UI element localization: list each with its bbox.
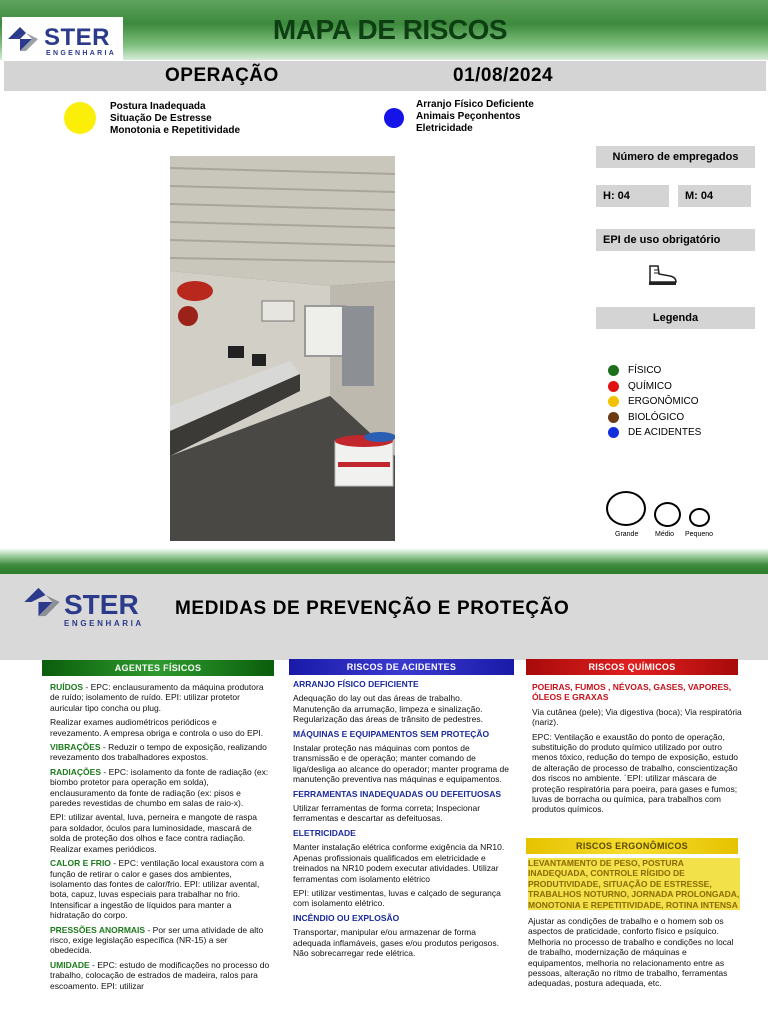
ergonomic-risks-header: RISCOS ERGONÔMICOS [526, 838, 738, 854]
size-small-circle [689, 508, 710, 527]
separator-band [0, 548, 768, 574]
physical-agents-header: AGENTES FÍSICOS [42, 660, 274, 676]
ergonomic-risk-list [110, 101, 240, 137]
legend-dot [608, 396, 619, 407]
legend-item: DE ACIDENTES [608, 425, 701, 441]
risk-item: Arranjo Físico Deficiente [416, 99, 534, 110]
page-title: MAPA DE RISCOS [272, 14, 508, 45]
risk-item: Situação De Estresse [110, 113, 212, 124]
chemical-risks-text: POEIRAS, FUMOS , NÉVOAS, GASES, VAPORES, ÓLEOS E GRAXAS Via cutânea (pele); Via digestiva (boca); Via respiratória (nariz). EPC: Ventilação e exaustão do ponto de operação, substituição do produto químico utilizado por outro menos tóxico, redução do tempo de exposição, estudo de alteração de processo de trabalho, conscientização dos riscos no ambiente. ´EPI: utilizar máscara de proteção respiratória para poeira, para gases e fumos; luvas de borracha ou química, para trabalhos com produtos químicos. [532, 682, 742, 815]
legend-item: QUÍMICO [608, 379, 701, 395]
men-count: H: 04 [596, 185, 669, 207]
size-medium-circle [654, 502, 681, 527]
logo-name: STER [44, 24, 111, 51]
risk-item: Eletricidade [416, 123, 473, 134]
size-label: Médio [655, 531, 675, 538]
legend-dot [608, 365, 619, 376]
blue-risk-dot [384, 108, 404, 128]
ergonomic-risks-text: LEVANTAMENTO DE PESO, POSTURA INADEQUADA, CONTROLE RÍGIDO DE PRODUTIVIDADE, SITUAÇÃO DE ESTRESSE, TRABALHOS NOTURNO, JORNADA PROLONGADA, MONOTONIA E REPETITIVIDADE, ROTINA INTENSA Ajustar as condições de trabalho e o homem sob os aspectos de praticidade, conforto físico e psíquico. Melhoria no processo de trabalho e condições no local de trabalho, modernização de máquinas e equipamentos, melhoria no relacionamento entre as pessoas, alteração no ritmo de trabalho, ferramentas adequadas, postura adequada, etc. [528, 858, 740, 989]
legend-title: Legenda [596, 307, 755, 329]
chemical-risks-header: RISCOS QUÍMICOS [526, 659, 738, 675]
accident-risk-list [416, 99, 534, 135]
legend-dot [608, 381, 619, 392]
epi-title: EPI de uso obrigatório [596, 229, 755, 251]
safety-boot-icon [646, 262, 678, 286]
logo-name: STER [64, 589, 139, 620]
logo-subtitle: ENGENHARIA [46, 50, 117, 57]
operation-date: 01/08/2024 [453, 65, 554, 86]
women-count: M: 04 [678, 185, 751, 207]
risk-item: Animais Peçonhentos [416, 111, 521, 122]
size-label: Grande [615, 531, 639, 538]
legend-item: FÍSICO [608, 363, 701, 379]
operation-bar [4, 61, 766, 91]
size-label: Pequeno [685, 531, 714, 538]
risk-item: Monotonia e Repetitividade [110, 125, 241, 136]
legend-item: ERGONÔMICO [608, 394, 701, 410]
yellow-risk-dot [64, 102, 96, 134]
employees-title: Número de empregados [596, 146, 755, 168]
ster-logo-icon [22, 585, 62, 619]
legend-dot [608, 412, 619, 423]
legend-dot [608, 427, 619, 438]
ster-logo-icon [6, 25, 40, 53]
accident-risks-text: ARRANJO FÍSICO DEFICIENTE Adequação do lay out das áreas de trabalho. Manutenção da arrumação, limpeza e sinalização. Regularização das áreas de trânsito de pedestres. MÁQUINAS E EQUIPAMENTOS SEM PROTEÇÃO Instalar proteção nas máquinas com pontos de transmissão e de operação; manter comando de liga/desliga ao alcance do operador; manter programa de manutenção preventiva nas máquinas e equipamentos. FERRAMENTAS INADEQUADAS OU DEFEITUOSAS Utilizar ferramentas de forma correta; Inspecionar ferramentas e descartar as defeituosas. ELETRICIDADE Manter instalação elétrica conforme exigência da NR10. Apenas profissionais qualificados em eletricidade e treinados na NR10 podem executar atividades. Utilizar ferramentas com isolamento elétrico EPI: utilizar vestimentas, luvas e calçado de segurança com isolamento elétrico. INCÊNDIO OU EXPLOSÃO Transportar, manipular e/ou armazenar de forma adequada inflamáveis, gases e/ou produtos perigosos. Não sobrecarregar rede elétrica. [293, 679, 509, 958]
size-large-circle [606, 491, 646, 526]
section-title: MEDIDAS DE PREVENÇÃO E PROTEÇÃO [175, 598, 570, 619]
legend-item: BIOLÓGICO [608, 410, 701, 426]
operation-label: OPERAÇÃO [165, 65, 279, 86]
legend-list [608, 363, 701, 441]
logo-subtitle: ENGENHARIA [64, 619, 144, 628]
risk-item: Postura Inadequada [110, 101, 206, 112]
physical-agents-text: RUÍDOS - EPC: enclausuramento da máquina produtora de ruído; isolamento de ruído. EPI: utilizar protetor auricular tipo concha ou plug. Realizar exames audiométricos periódicos e revezamento. A empresa obriga e controla o uso do EPI. VIBRAÇÕES - Reduzir o tempo de exposição, realizando revezamento dos trabalhadores expostos. RADIAÇÕES - EPC: isolamento da fonte de radiação (ex: biombo protetor para operação em solda), enclausuramento da fonte de radiação (ex: pisos e paredes revestidas de chumbo em salas de raio-x). EPI: utilizar avental, luva, perneira e mangote de raspa para soldador, óculos para luminosidade, mascará de solda de proteção dos olhos e face contra radiação. Realizar exames periódicos. CALOR E FRIO - EPC: ventilação local exaustora com a função de retirar o calor e gases dos ambientes, isolamento das fontes de calor/frio. EPI: utilizar avental, bota, capuz, luvas especiais para trabalhar no frio. Intensificar a ingestão de líquidos para manter a hidratação do corpo. PRESSÕES ANORMAIS - Por ser uma atividade de alto risco, exige legislação específica (NR-15) a ser obedecida. UMIDADE - EPC: estudo de modificações no processo do trabalho, colocação de estrados de madeira, ralos para escoamento. EPI: utilizar [50, 682, 270, 991]
accident-risks-header: RISCOS DE ACIDENTES [289, 659, 514, 675]
workplace-photo [170, 156, 395, 541]
